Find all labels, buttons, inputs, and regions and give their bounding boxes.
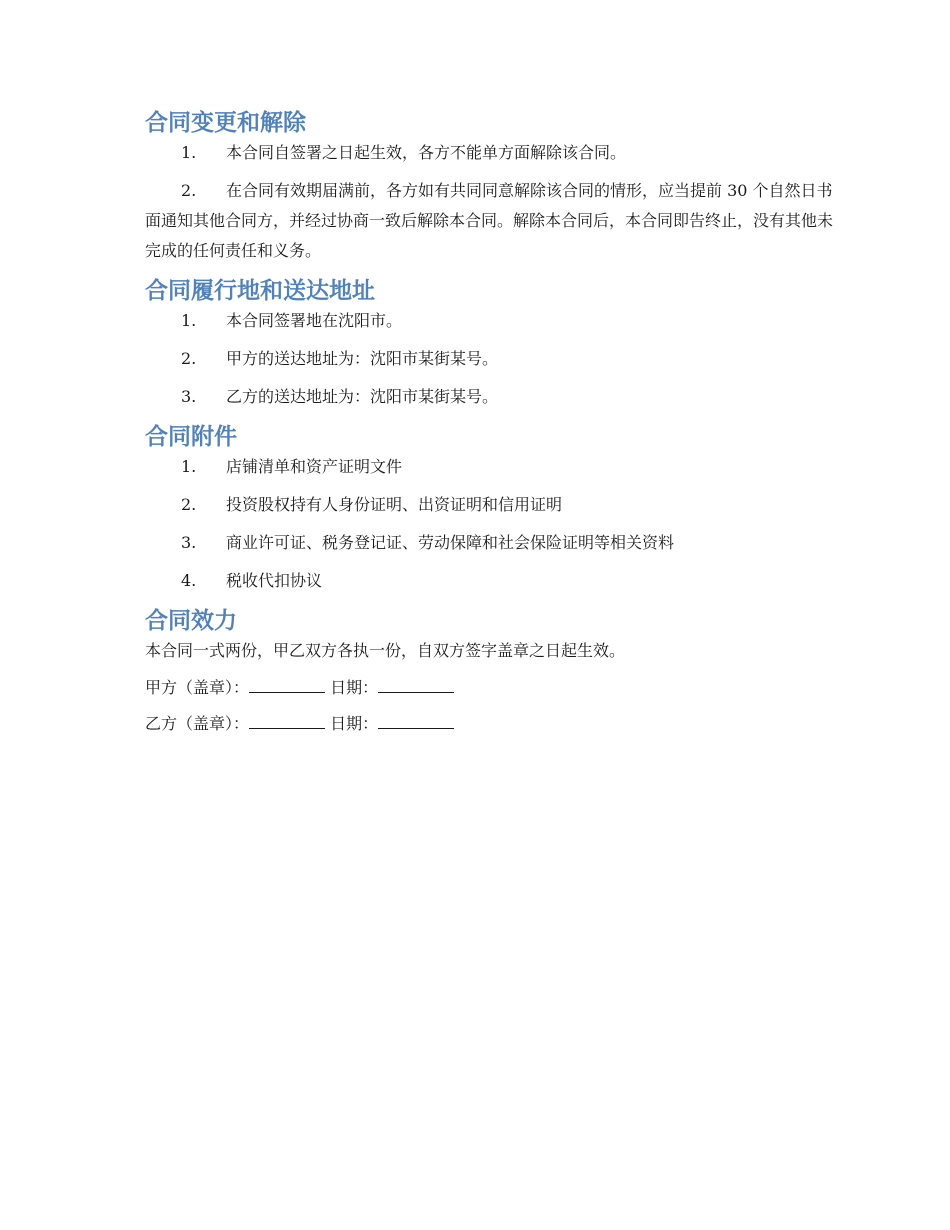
list-number: 2. — [181, 349, 197, 368]
party-a-label: 甲方（盖章）： — [145, 678, 250, 697]
section-heading-place-address: 合同履行地和送达地址 — [145, 278, 375, 304]
section-heading-attachments: 合同附件 — [145, 424, 237, 450]
document-content — [145, 108, 845, 745]
list-number: 1. — [181, 457, 197, 476]
list-item — [145, 566, 845, 596]
list-text: 在合同有效期届满前，各方如有共同同意解除该合同的情形，应当提前 30 个自然日书面通知其他合同方，并经过协商一致后解除本合同。解除本合同后，本合同即告终止，没有其他未完成的任何责任和义务。 — [145, 181, 834, 260]
list-number: 1. — [181, 311, 197, 330]
party-a-date-blank[interactable] — [378, 674, 454, 693]
validity-paragraph: 本合同一式两份，甲乙双方各执一份，自双方签字盖章之日起生效。 — [145, 641, 626, 660]
section-heading-change-termination: 合同变更和解除 — [145, 110, 306, 136]
place-address-list — [145, 306, 845, 412]
list-item — [145, 490, 845, 520]
list-number: 1. — [181, 143, 197, 162]
section-heading-validity: 合同效力 — [145, 608, 237, 634]
list-number: 3. — [181, 533, 197, 552]
list-item — [145, 138, 845, 168]
party-b-signature-blank[interactable] — [249, 710, 325, 729]
list-text: 店铺清单和资产证明文件 — [226, 457, 403, 476]
party-b-signature-line — [145, 709, 845, 739]
list-number: 2. — [181, 495, 197, 514]
party-a-signature-blank[interactable] — [249, 674, 325, 693]
list-text: 商业许可证、税务登记证、劳动保障和社会保险证明等相关资料 — [226, 533, 675, 552]
party-b-label: 乙方（盖章）： — [145, 714, 250, 733]
date-label: 日期： — [330, 678, 379, 697]
list-text: 投资股权持有人身份证明、出资证明和信用证明 — [226, 495, 563, 514]
list-text: 甲方的送达地址为：沈阳市某街某号。 — [226, 349, 499, 368]
date-label: 日期： — [330, 714, 379, 733]
list-text: 乙方的送达地址为：沈阳市某街某号。 — [226, 387, 499, 406]
list-number: 3. — [181, 387, 197, 406]
list-item — [145, 452, 845, 482]
list-item — [145, 528, 845, 558]
list-item — [145, 382, 845, 412]
list-text: 本合同自签署之日起生效，各方不能单方面解除该合同。 — [226, 143, 627, 162]
change-termination-list — [145, 138, 845, 266]
party-a-signature-line — [145, 673, 845, 703]
attachments-list — [145, 452, 845, 596]
list-item — [145, 344, 845, 374]
list-item — [145, 306, 845, 336]
party-b-date-blank[interactable] — [378, 710, 454, 729]
list-text: 税收代扣协议 — [226, 571, 323, 590]
list-item — [145, 176, 845, 266]
list-number: 4. — [181, 571, 197, 590]
list-number: 2. — [181, 181, 197, 200]
list-text: 本合同签署地在沈阳市。 — [226, 311, 403, 330]
